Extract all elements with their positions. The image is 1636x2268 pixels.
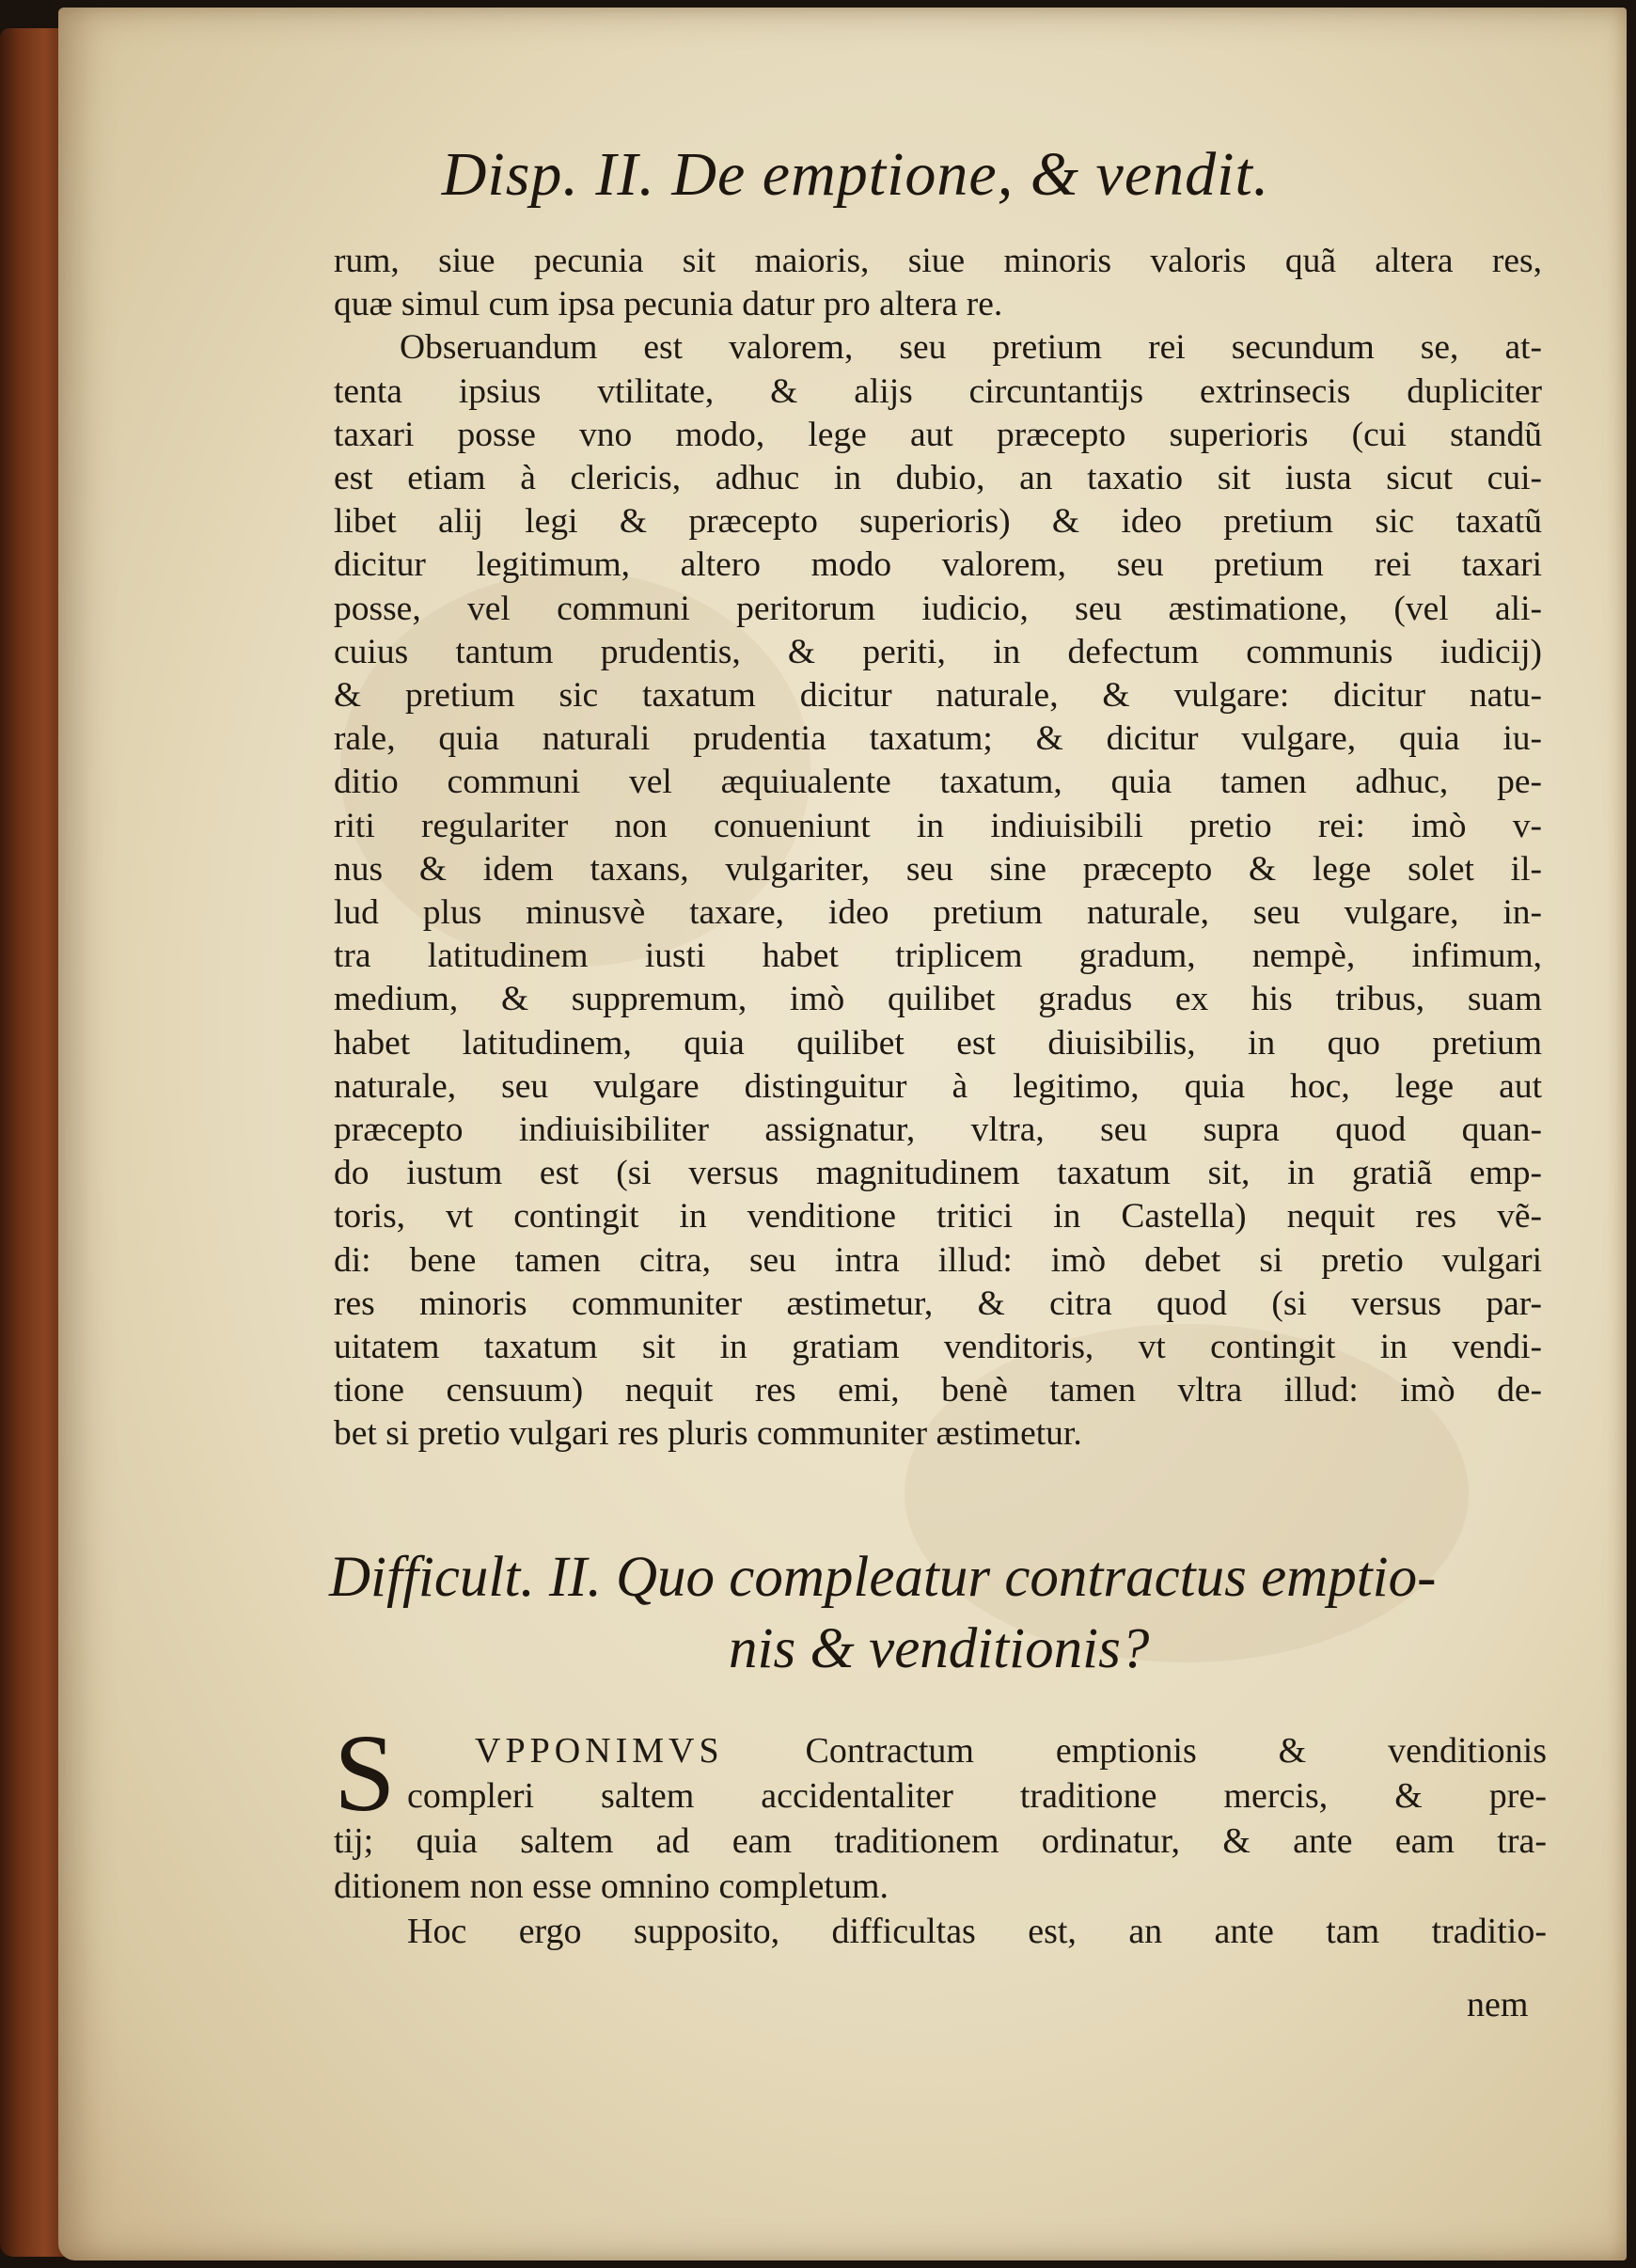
- heading-line-1: Difficult. II. Quo compleatur contractus emptio-: [329, 1546, 1437, 1609]
- running-head: Disp. II. De emptione, & vendit.: [441, 140, 1270, 209]
- paragraph-1-line: quæ simul cum ipsa pecunia datur pro altera re.: [334, 285, 1003, 324]
- paragraph-1-line: naturale, seu vulgare distinguitur à legitimo, quia hoc, lege aut: [334, 1066, 1542, 1106]
- heading-line-2: nis & venditionis?: [729, 1617, 1150, 1680]
- paragraph-1-line: lud plus minusvè taxare, ideo pretium naturale, seu vulgare, in-: [334, 893, 1542, 933]
- paragraph-1-line: toris, vt contingit in venditione tritici in Castella) nequit res vẽ-: [334, 1197, 1542, 1236]
- paragraph-1-line: bet si pretio vulgari res pluris communiter æstimetur.: [334, 1414, 1082, 1454]
- section-heading: [329, 1542, 1551, 1685]
- paragraph-1: [334, 240, 1542, 1457]
- paragraph-1-line: do iustum est (si versus magnitudinem taxatum sit, in gratiã emp-: [334, 1154, 1542, 1193]
- paragraph-1-line: di: bene tamen citra, seu intra illud: imò debet si pretio vulgari: [334, 1240, 1542, 1280]
- paragraph-2-line: Hoc ergo supposito, difficultas est, an ante tam traditio-: [407, 1912, 1547, 1951]
- paragraph-1-line: præcepto indiuisibiliter assignatur, vltra, seu supra quod quan-: [334, 1110, 1542, 1150]
- paragraph-2-line-rest: Contractum emptionis & venditionis: [805, 1731, 1548, 1771]
- paragraph-1-line: uitatem taxatum sit in gratiam venditoris, vt contingit in vendi-: [334, 1328, 1542, 1367]
- paragraph-1-line: est etiam à clericis, adhuc in dubio, an taxatio sit iusta sicut cui-: [334, 459, 1542, 498]
- paragraph-1-line: tione censuum) nequit res emi, benè tamen vltra illud: imò de-: [334, 1371, 1542, 1410]
- paragraph-1-line: Obseruandum est valorem, seu pretium rei secundum se, at-: [400, 328, 1542, 368]
- paragraph-1-line: dicitur legitimum, altero modo valorem, seu pretium rei taxari: [334, 545, 1542, 585]
- small-caps-word: VPPONIMVS: [475, 1731, 724, 1771]
- catchword: nem: [1467, 1985, 1529, 2024]
- paragraph-1-line: nus & idem taxans, vulgariter, seu sine præcepto & lege solet il-: [334, 849, 1542, 889]
- paragraph-1-line: tenta ipsius vtilitate, & alijs circuntantijs extrinsecis dupliciter: [334, 371, 1542, 411]
- paragraph-1-line: posse, vel communi peritorum iudicio, seu æstimatione, (vel ali-: [334, 589, 1542, 628]
- paragraph-1-line: riti regulariter non conueniunt in indiuisibili pretio rei: imò v-: [334, 806, 1542, 845]
- paragraph-1-line: cuius tantum prudentis, & periti, in defectum communis iudicij): [334, 632, 1542, 671]
- paragraph-1-line: ditio communi vel æquiualente taxatum, quia tamen adhuc, pe-: [334, 763, 1542, 802]
- paragraph-1-line: taxari posse vno modo, lege aut præcepto superioris (cui standũ: [334, 415, 1542, 454]
- paragraph-2-line: ditionem non esse omnino completum.: [334, 1866, 889, 1906]
- paragraph-1-line: libet alij legi & præcepto superioris) & ideo pretium sic taxatũ: [334, 502, 1542, 542]
- paragraph-2-line: tij; quia saltem ad eam traditionem ordinatur, & ante eam tra-: [334, 1821, 1547, 1861]
- paragraph-1-line: medium, & suppremum, imò quilibet gradus ex his tribus, suam: [334, 980, 1542, 1019]
- paragraph-2-line: compleri saltem accidentaliter traditione mercis, & pre-: [407, 1776, 1547, 1816]
- paragraph-1-line: rale, quia naturali prudentia taxatum; & dicitur vulgare, quia iu-: [334, 719, 1542, 759]
- paragraph-1-line: tra latitudinem iusti habet triplicem gradum, nempè, infimum,: [334, 937, 1542, 976]
- paragraph-1-line: rum, siue pecunia sit maioris, siue minoris valoris quã altera res,: [334, 242, 1542, 280]
- paragraph-2-line: [334, 1728, 1547, 1773]
- drop-cap: S: [334, 1711, 396, 1835]
- paragraph-1-line: habet latitudinem, quia quilibet est diuisibilis, in quo pretium: [334, 1023, 1542, 1063]
- paragraph-1-line: & pretium sic taxatum dicitur naturale, & vulgare: dicitur natu-: [334, 676, 1542, 716]
- paragraph-1-line: res minoris communiter æstimetur, & citra quod (si versus par-: [334, 1284, 1542, 1323]
- paragraph-2: [334, 1711, 1548, 1954]
